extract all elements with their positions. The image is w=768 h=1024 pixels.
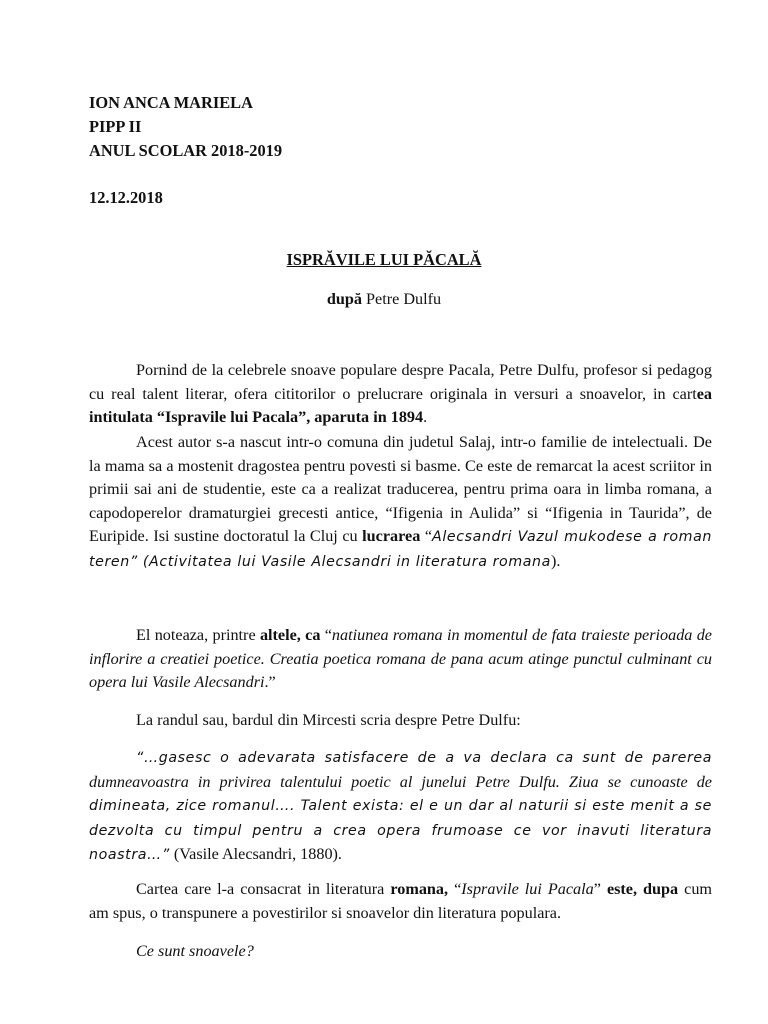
p5-quote-3: dimineata, zice romanul…. Talent exista: el e un dar al naturii si este menit a se dezvolta cu timpul pentru a crea opera frumoase ce vor inavuti literatura noastra…” (89, 798, 712, 864)
p3-text: El noteaza, printre (136, 626, 260, 644)
paragraph-2 (89, 431, 712, 575)
p2-quote-open: “ (420, 527, 433, 546)
document-title: ISPRĂVILE LUI PĂCALĂ (286, 250, 482, 269)
p2-bold: lucrarea (362, 527, 421, 546)
p5-citation: (Vasile Alecsandri, 1880). (169, 845, 342, 864)
p2-text: Acest autor s-a nascut intr-o comuna din judetul Salaj, intr-o familie de intelectuali. De la mama sa a mostenit dragostea pentru povesti si basme. Ce este de remarcat la acest scriitor in primii sai ani de studentie, este ca a realizat traducerea, pentru prima oara in limba romana, a capodoperelor dramaturgiei grecesti antice, “Ifigenia in Aulida” si “Ifigenia in Taurida”, de Euripide. Isi sustine doctoratul la Cluj cu (89, 433, 712, 546)
document-subtitle (0, 290, 768, 309)
paragraph-4 (89, 709, 712, 733)
p3-end: .” (264, 673, 276, 692)
p4-text: La randul sau, bardul din Mircesti scria despre Petre Dulfu: (136, 711, 521, 729)
p5-quote-1: “…gasesc o adevarata satisfacere de a va declara ca sunt de parerea (136, 750, 712, 766)
p6-text: Cartea care l-a consacrat in literatura (136, 880, 391, 898)
p7-text: Ce sunt snoavele? (136, 942, 254, 960)
paragraph-3 (89, 624, 712, 695)
paragraph-1 (89, 359, 712, 430)
p2-end: ). (550, 551, 561, 570)
paragraph-5-quote (89, 746, 712, 868)
subtitle-author: Petre Dulfu (361, 290, 442, 308)
p3-quote-open: “ (320, 626, 332, 644)
p6-rest: cum am spus, o transpunere a povestirilor si snoavelor din literatura populara. (89, 880, 713, 922)
p6-quote-open: “ (448, 880, 462, 898)
p6-bold-2: este, dupa (606, 880, 679, 898)
p3-quote: natiunea romana in momentul de fata traieste perioada de inflorire a creatiei poetice. Creatia poetica romana de pana acum atinge punctul culminant cu opera lui Vasile Alecsandri (89, 626, 712, 692)
school-year: ANUL SCOLAR 2018-2019 (89, 141, 283, 160)
p2-title: Alecsandri Vazul mukodese a roman teren” (Activitatea lui Vasile Alecsandri in literatura romana (89, 529, 712, 570)
paragraph-7-question (89, 940, 712, 964)
p6-quote-close: ” (593, 880, 607, 898)
p3-bold: altele, ca (259, 626, 321, 644)
p6-book-title: Ispravile lui Pacala (461, 880, 594, 898)
p1-end: . (423, 408, 428, 427)
p6-bold-1: romana, (390, 880, 449, 898)
p1-bold: ea intitulata “Ispravile lui Pacala”, aparuta in 1894 (89, 384, 712, 427)
p5-quote-2: dumneavoastra in privirea talentului poetic al junelui Petre Dulfu. Ziua se cunoaste de (89, 772, 712, 791)
document-date: 12.12.2018 (89, 188, 163, 207)
program-name: PIPP II (89, 117, 142, 136)
paragraph-6 (89, 878, 712, 925)
author-name: ION ANCA MARIELA (89, 93, 253, 112)
subtitle-bold: după (326, 290, 362, 308)
p1-text: Pornind de la celebrele snoave populare despre Pacala, Petre Dulfu, profesor si pedagog cu real talent literar, ofera cititorilor o prelucrare originala in versuri a snoavelor, in cart (89, 361, 712, 403)
